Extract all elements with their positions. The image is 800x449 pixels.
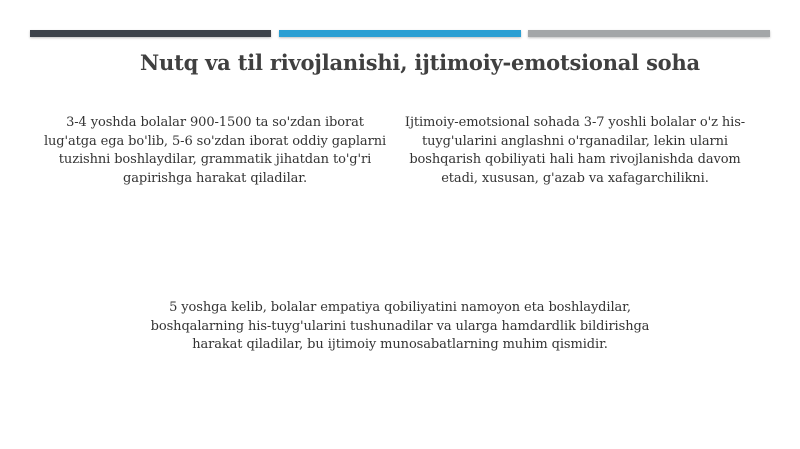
header-bar-gray	[528, 30, 770, 37]
slide-title: Nutq va til rivojlanishi, ijtimoiy-emotsional soha	[140, 50, 700, 75]
header-bar-blue	[279, 30, 521, 37]
paragraph-emotional: Ijtimoiy-emotsional sohada 3-7 yoshli bolalar o'z his-tuyg'ularini anglashni o'rganadilar, lekin ularni boshqarish qobiliyati hali ham rivojlanishda davom etadi, xususan, g'azab va xafagarchilikni.	[404, 115, 746, 186]
paragraph-vocabulary: 3-4 yoshda bolalar 900-1500 ta so'zdan iborat lug'atga ega bo'lib, 5-6 so'zdan iborat oddiy gaplarni tuzishni boshlaydilar, grammatik jihatdan to'g'ri gapirishga harakat qiladilar.	[43, 115, 387, 186]
header-bar-dark	[30, 30, 271, 37]
paragraph-empathy: 5 yoshga kelib, bolalar empatiya qobiliyatini namoyon eta boshlaydilar, boshqalarning his-tuyg'ularini tushunadilar va ularga hamdardlik bildirishga harakat qiladilar, bu ijtimoiy munosabatlarning muhim qismidir.	[150, 300, 650, 352]
